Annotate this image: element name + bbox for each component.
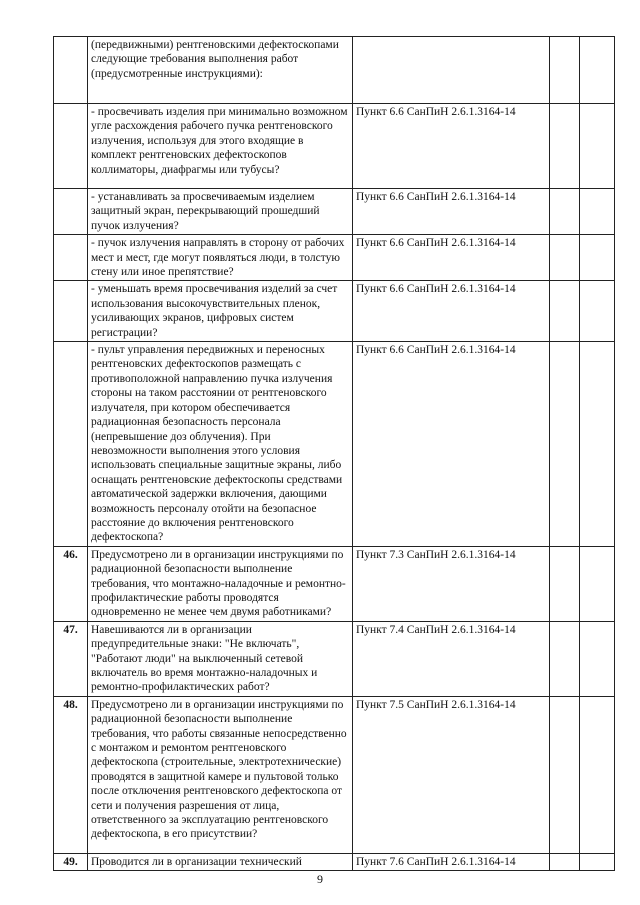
note-cell: [580, 104, 615, 189]
table-row: [54, 281, 615, 342]
requirement-text: Навешиваются ли в организации предупредительные знаки: "Не включать", "Работают люди" на выключенный сетевой включатель во время монтажно-наладочных и ремонтно-профилактических работ?: [88, 621, 353, 696]
table-row: [54, 104, 615, 189]
requirement-text: - пучок излучения направлять в сторону от рабочих мест и мест, где могут появляться люди, в толстую стену или иное препятствие?: [88, 235, 353, 281]
requirement-text: Проводится ли в организации технический: [88, 853, 353, 870]
answer-cell: [550, 696, 580, 853]
requirements-table: [53, 36, 615, 871]
requirement-text: - просвечивать изделия при минимально возможном угле расхождения рабочего пучка рентгеновского излучения, используя для этого входящие в комплект рентгеновских дефектоскопов коллиматоры, диафрагмы или тубусы?: [88, 104, 353, 189]
answer-cell: [550, 853, 580, 870]
answer-cell: [550, 621, 580, 696]
requirement-text: Предусмотрено ли в организации инструкциями по радиационной безопасности выполнение требования, что работы связанные непосредственно с монтажом и ремонтом рентгеновского дефектоскопа (строительные, электротехнические) проводятся в защитной камере и пультовой только после отключения рентгеновского дефектоскопа от сети и получения разрешения от лица, ответственного за эксплуатацию рентгеновского дефектоскопа, в его присутствии?: [88, 696, 353, 853]
table-row: [54, 621, 615, 696]
regulation-reference: Пункт 6.6 СанПиН 2.6.1.3164-14: [353, 189, 550, 235]
note-cell: [580, 37, 615, 104]
answer-cell: [550, 342, 580, 547]
row-number: 46.: [54, 546, 88, 621]
requirement-text: (передвижными) рентгеновскими дефектоскопами следующие требования выполнения работ (предусмотренные инструкциями):: [88, 37, 353, 104]
answer-cell: [550, 546, 580, 621]
answer-cell: [550, 281, 580, 342]
note-cell: [580, 342, 615, 547]
note-cell: [580, 546, 615, 621]
page-number: 9: [317, 872, 323, 886]
row-number: [54, 37, 88, 104]
table-row: [54, 546, 615, 621]
regulation-reference: Пункт 6.6 СанПиН 2.6.1.3164-14: [353, 281, 550, 342]
note-cell: [580, 281, 615, 342]
table-row: [54, 853, 615, 870]
note-cell: [580, 696, 615, 853]
regulation-reference: Пункт 6.6 СанПиН 2.6.1.3164-14: [353, 104, 550, 189]
regulation-reference: Пункт 6.6 СанПиН 2.6.1.3164-14: [353, 342, 550, 547]
row-number: [54, 342, 88, 547]
row-number: [54, 281, 88, 342]
regulation-reference: Пункт 7.3 СанПиН 2.6.1.3164-14: [353, 546, 550, 621]
answer-cell: [550, 104, 580, 189]
table-row: [54, 37, 615, 104]
regulation-reference: Пункт 7.5 СанПиН 2.6.1.3164-14: [353, 696, 550, 853]
note-cell: [580, 621, 615, 696]
row-number: 49.: [54, 853, 88, 870]
requirement-text: Предусмотрено ли в организации инструкциями по радиационной безопасности выполнение требования, что монтажно-наладочные и ремонтно-профилактические работы проводятся одновременно не менее чем двумя работниками?: [88, 546, 353, 621]
row-number: [54, 189, 88, 235]
regulation-reference: Пункт 7.6 СанПиН 2.6.1.3164-14: [353, 853, 550, 870]
table-row: [54, 696, 615, 853]
row-number: 48.: [54, 696, 88, 853]
row-number: [54, 235, 88, 281]
requirement-text: - уменьшать время просвечивания изделий за счет использования высокочувствительных пленок, усиливающих экранов, цифровых систем регистрации?: [88, 281, 353, 342]
regulation-reference: Пункт 7.4 СанПиН 2.6.1.3164-14: [353, 621, 550, 696]
table-row: [54, 342, 615, 547]
regulation-reference: [353, 37, 550, 104]
table-row: [54, 235, 615, 281]
note-cell: [580, 235, 615, 281]
answer-cell: [550, 189, 580, 235]
note-cell: [580, 189, 615, 235]
requirement-text: - устанавливать за просвечиваемым изделием защитный экран, перекрывающий прошедший пучок излучения?: [88, 189, 353, 235]
requirement-text: - пульт управления передвижных и переносных рентгеновских дефектоскопов размещать с противоположной направлению пучка излучения стороны на таком расстоянии от рентгеновского излучателя, при котором обеспечивается радиационная безопасность персонала (непревышение доз облучения). При невозможности выполнения этого условия использовать специальные защитные экраны, либо оснащать рентгеновские дефектоскопы средствами автоматической задержки включения, дающими возможность персоналу отойти на безопасное расстояние до включения рентгеновского дефектоскопа?: [88, 342, 353, 547]
regulation-reference: Пункт 6.6 СанПиН 2.6.1.3164-14: [353, 235, 550, 281]
table-row: [54, 189, 615, 235]
row-number: 47.: [54, 621, 88, 696]
row-number: [54, 104, 88, 189]
note-cell: [580, 853, 615, 870]
answer-cell: [550, 235, 580, 281]
answer-cell: [550, 37, 580, 104]
